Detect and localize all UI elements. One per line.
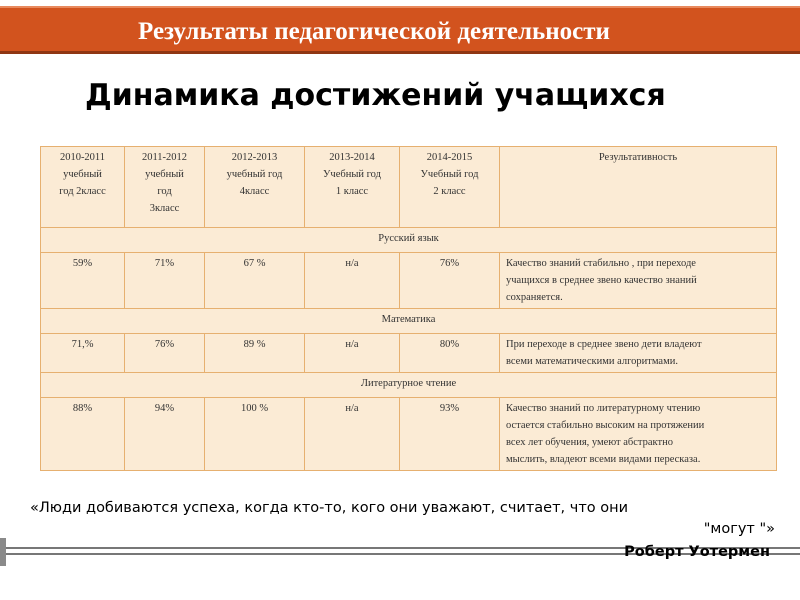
result-line: всеми математическими алгоритмами. (506, 356, 678, 367)
table-header-row (41, 147, 777, 228)
percent-cell: н/а (305, 253, 400, 309)
percent-cell: 88% (41, 398, 125, 471)
result-line: Качество знаний по литературному чтению (506, 403, 701, 414)
column-header-line: год 2класс (59, 186, 106, 197)
result-cell (500, 398, 777, 471)
column-header (41, 147, 125, 228)
column-header-line: 2011-2012 (141, 152, 188, 163)
percent-cell: 94% (125, 398, 205, 471)
column-header-line: 2014-2015 (426, 152, 473, 163)
percent-cell: 71,% (41, 334, 125, 373)
percent-cell: 100 % (205, 398, 305, 471)
subject-row (41, 309, 777, 334)
column-header-line: Учебный год (323, 169, 381, 180)
column-header (205, 147, 305, 228)
subject-row (41, 373, 777, 398)
column-header-line: 3класс (149, 203, 180, 214)
result-line: мыслить, владеют всеми видами пересказа. (506, 454, 701, 465)
percent-cell: 67 % (205, 253, 305, 309)
column-header-line: 2013-2014 (329, 152, 375, 163)
column-header-line: год (157, 186, 172, 197)
table-row (41, 253, 777, 309)
column-header-line: 4класс (239, 186, 270, 197)
percent-cell: 71% (125, 253, 205, 309)
column-header-line: учебный (63, 169, 102, 180)
percent-cell: 80% (400, 334, 500, 373)
column-header-line: Результативность (598, 152, 678, 163)
slide-title: Результаты педагогической деятельности (138, 18, 610, 45)
column-header-line: 2012-2013 (231, 152, 278, 163)
subject-row (41, 228, 777, 253)
percent-cell: 76% (125, 334, 205, 373)
quote (30, 498, 775, 540)
subject-name: Русский язык (41, 228, 777, 253)
results-table (40, 146, 777, 471)
column-header (305, 147, 400, 228)
percent-cell: 76% (400, 253, 500, 309)
column-header (400, 147, 500, 228)
result-line: всех лет обучения, умеют абстрактно (506, 437, 673, 448)
result-line: При переходе в среднее звено дети владеют (506, 339, 702, 350)
subject-name: Литературное чтение (41, 373, 777, 398)
percent-cell: 59% (41, 253, 125, 309)
column-header (125, 147, 205, 228)
subject-name: Математика (41, 309, 777, 334)
result-line: учащихся в среднее звено качество знаний (506, 275, 697, 286)
percent-cell: н/а (305, 398, 400, 471)
title-band (0, 6, 800, 54)
result-cell (500, 334, 777, 373)
column-header-line: 2 класс (433, 186, 466, 197)
column-header-line: 1 класс (335, 186, 369, 197)
quote-author: Роберт Уотермен (624, 544, 770, 560)
table-row (41, 398, 777, 471)
table-row (41, 334, 777, 373)
result-line: сохраняется. (506, 292, 563, 303)
quote-line-2: "могут "» (703, 521, 775, 537)
column-header (500, 147, 777, 228)
column-header-line: Учебный год (420, 169, 479, 180)
column-header-line: 2010-2011 (59, 152, 106, 163)
percent-cell: 89 % (205, 334, 305, 373)
bottom-divider-end (0, 538, 6, 566)
result-cell (500, 253, 777, 309)
percent-cell: 93% (400, 398, 500, 471)
column-header-line: учебный год (226, 169, 283, 180)
result-line: остается стабильно высоким на протяжении (506, 420, 705, 431)
quote-line-1: «Люди добиваются успеха, когда кто-то, кого они уважают, считает, что они (30, 500, 629, 516)
result-line: Качество знаний стабильно , при переходе (506, 258, 696, 269)
column-header-line: учебный (145, 169, 184, 180)
slide-subtitle: Динамика достижений учащихся (85, 78, 666, 113)
percent-cell: н/а (305, 334, 400, 373)
